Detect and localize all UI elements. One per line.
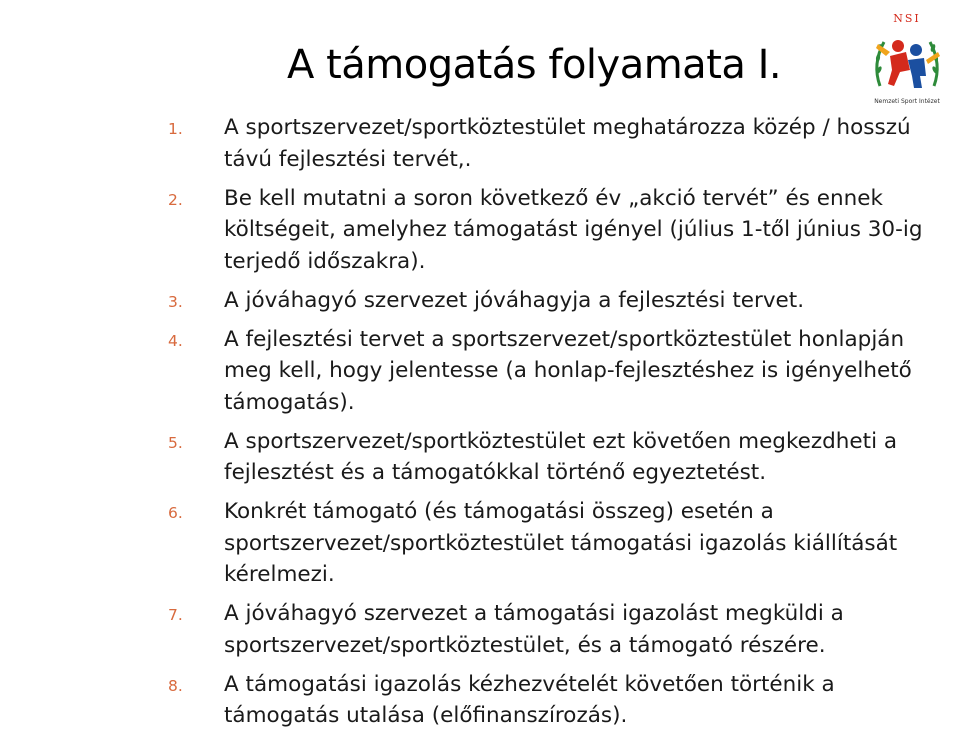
- step-text: A jóváhagyó szervezet jóváhagyja a fejlesztési tervet.: [224, 287, 805, 313]
- slide-title: A támogatás folyamata I.: [287, 42, 782, 88]
- list-item: [168, 669, 928, 732]
- logo-top-text: NSI: [893, 12, 921, 25]
- step-number: 4.: [168, 331, 183, 350]
- list-item: [168, 112, 928, 175]
- list-item: [168, 183, 928, 278]
- step-number: 5.: [168, 433, 183, 452]
- step-text: Be kell mutatni a soron következő év „akció tervét” és ennek költségeit, amelyhez támogatást igényel (július 1-től június 30-ig terjedő időszakra).: [224, 185, 923, 274]
- step-text: A sportszervezet/sportköztestület meghatározza közép / hosszú távú fejlesztési tervét,.: [224, 115, 911, 172]
- step-text: Konkrét támogató (és támogatási összeg) esetén a sportszervezet/sportköztestület támogatási igazolás kiállítását kérelmezi.: [224, 499, 898, 587]
- step-number: 8.: [168, 676, 183, 695]
- step-number: 1.: [168, 120, 183, 138]
- step-text: A jóváhagyó szervezet a támogatási igazolást megküldi a sportszervezet/sportköztestület, és a támogató részére.: [224, 601, 844, 658]
- step-number: 2.: [168, 190, 183, 209]
- process-steps-list: [168, 112, 928, 739]
- step-number: 6.: [168, 504, 183, 522]
- list-item: [168, 324, 928, 419]
- list-item: [168, 285, 928, 317]
- list-item: [168, 496, 928, 591]
- step-text: A fejlesztési tervet a sportszervezet/sportköztestület honlapján meg kell, hogy jelentesse (a honlap-fejlesztéshez is igényelhető támogatás).: [224, 326, 912, 415]
- step-text: A támogatási igazolás kézhezvételét követően történik a támogatás utalása (előfinanszírozás).: [224, 671, 835, 728]
- step-number: 7.: [168, 606, 183, 624]
- list-item: [168, 426, 928, 489]
- step-text: A sportszervezet/sportköztestület ezt követően megkezdheti a fejlesztést és a támogatókkal történő egyeztetést.: [224, 428, 898, 485]
- step-number: 3.: [168, 292, 183, 311]
- logo-bottom-text: Nemzeti Sport Intézet: [874, 98, 940, 105]
- nsi-figures-icon: [870, 26, 944, 98]
- list-item: [168, 598, 928, 661]
- nsi-logo: [864, 12, 950, 112]
